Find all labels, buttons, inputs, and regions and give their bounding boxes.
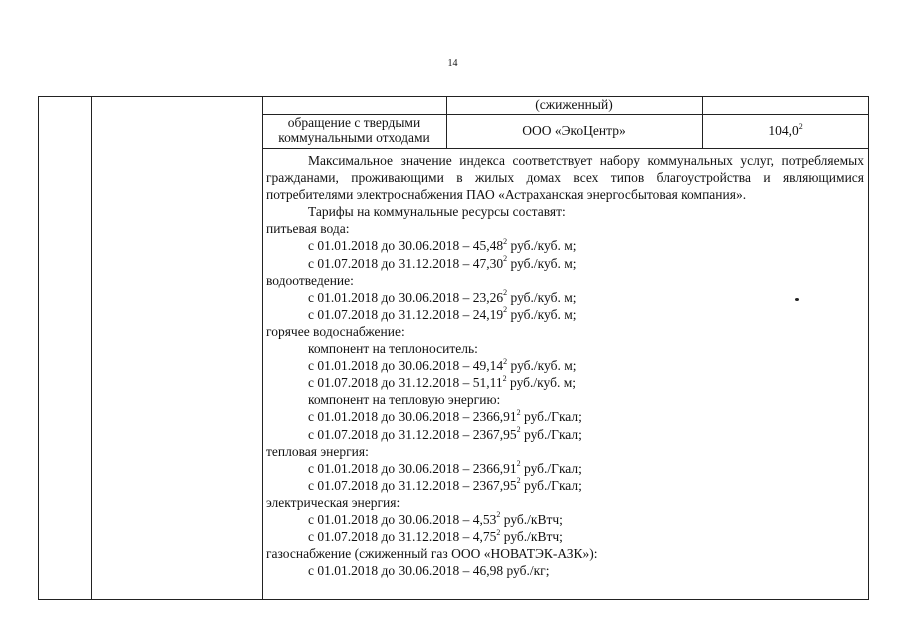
- tariff-line-text: тепловая энергия:: [266, 443, 369, 459]
- tariff-line-text: электрическая энергия:: [266, 494, 401, 510]
- service-name: обращение с твердыми коммунальными отходами: [278, 115, 430, 145]
- tariff-line: [266, 562, 864, 579]
- tariff-line: [266, 545, 864, 562]
- footnote-mark: 2: [502, 373, 507, 383]
- footnote-mark: 2: [516, 459, 521, 469]
- tariff-list: [266, 203, 864, 579]
- tariff-line: [266, 477, 864, 494]
- column-divider: [91, 96, 92, 600]
- footnote-mark: 2: [516, 407, 521, 417]
- tariff-line-text: с 01.01.2018 до 30.06.2018 – 2366,91: [308, 409, 517, 425]
- tariff-line: [266, 272, 864, 289]
- footnote-mark: 2: [516, 476, 521, 486]
- tariff-line-text: с 01.01.2018 до 30.06.2018 – 46,98 руб./кг;: [308, 563, 550, 579]
- tariff-line: [266, 443, 864, 460]
- tariff-line-text: с 01.07.2018 до 31.12.2018 – 2367,95: [308, 477, 517, 493]
- tariff-line: [266, 374, 864, 391]
- tariff-unit: руб./куб. м;: [507, 306, 577, 322]
- tariff-line: [266, 237, 864, 254]
- tariff-unit: руб./куб. м;: [507, 238, 577, 254]
- tariff-unit: руб./кВтч;: [500, 511, 563, 527]
- tariff-unit: руб./Гкал;: [520, 409, 582, 425]
- tariff-line: [266, 391, 864, 408]
- tariff-line: [266, 357, 864, 374]
- tariff-unit: руб./куб. м;: [507, 255, 577, 271]
- company-name: ООО «ЭкоЦентр»: [522, 123, 626, 138]
- tariff-line-text: с 01.07.2018 до 31.12.2018 – 51,11: [308, 375, 503, 391]
- tariff-line: [266, 494, 864, 511]
- tariff-line-text: с 01.07.2018 до 31.12.2018 – 24,19: [308, 306, 504, 322]
- tariff-line-text: питьевая вода:: [266, 221, 350, 237]
- index-number: 104,0: [768, 123, 799, 138]
- tariff-unit: руб./куб. м;: [506, 375, 576, 391]
- provider-table: [262, 96, 869, 149]
- footnote-mark: 2: [503, 305, 508, 315]
- tariff-line-text: с 01.07.2018 до 31.12.2018 – 2367,95: [308, 426, 517, 442]
- tariff-line: [266, 528, 864, 545]
- tariff-line-text: с 01.01.2018 до 30.06.2018 – 23,26: [308, 289, 504, 305]
- tariff-unit: руб./кВтч;: [500, 529, 563, 545]
- tariff-line: [266, 323, 864, 340]
- footnote-mark: 2: [496, 510, 501, 520]
- tariff-line-text: компонент на теплоноситель:: [308, 341, 478, 357]
- tariff-unit: руб./куб. м;: [507, 358, 577, 374]
- prev-row-fragment: (сжиженный): [535, 97, 613, 112]
- column-divider: [262, 96, 263, 600]
- tariff-line: [266, 255, 864, 272]
- tariff-line-text: с 01.01.2018 до 30.06.2018 – 4,53: [308, 511, 497, 527]
- scan-speck: [795, 298, 799, 301]
- tariff-unit: руб./Гкал;: [520, 477, 582, 493]
- tariff-line-text: с 01.07.2018 до 31.12.2018 – 47,30: [308, 255, 504, 271]
- tariff-line-text: компонент на тепловую энергию:: [308, 392, 501, 408]
- footnote-mark: 2: [798, 121, 803, 131]
- tariff-unit: руб./Гкал;: [520, 426, 582, 442]
- tariff-unit: руб./куб. м;: [507, 289, 577, 305]
- tariff-line: [266, 408, 864, 425]
- tariff-line-text: с 01.07.2018 до 31.12.2018 – 4,75: [308, 529, 497, 545]
- index-value: [702, 123, 869, 138]
- tariff-line: [266, 511, 864, 528]
- tariff-line: [266, 340, 864, 357]
- footnote-mark: 2: [503, 288, 508, 298]
- page-number: 14: [447, 58, 458, 69]
- tariff-line: [266, 203, 864, 220]
- footnote-mark: 2: [503, 236, 508, 246]
- intro-paragraph: Максимальное значение индекса соответствует набору коммунальных услуг, потребляемых гражданами, проживающими в жилых домах всех типов благоустройства и являющимися потребителями электроснабжения ПАО «Астраханская энергосбытовая компания».: [266, 153, 864, 203]
- tariff-line: [266, 306, 864, 323]
- tariff-line-text: газоснабжение (сжиженный газ ООО «НОВАТЭК-АЗК»):: [266, 546, 598, 562]
- tariff-line-text: с 01.01.2018 до 30.06.2018 – 45,48: [308, 238, 504, 254]
- tariff-unit: руб./Гкал;: [520, 460, 582, 476]
- tariff-line-text: водоотведение:: [266, 272, 354, 288]
- tariff-line-text: горячее водоснабжение:: [266, 323, 405, 339]
- footnote-mark: 2: [516, 425, 521, 434]
- tariff-line: [266, 426, 864, 443]
- tariff-line-text: с 01.01.2018 до 30.06.2018 – 2366,91: [308, 460, 517, 476]
- tariff-text: [266, 152, 864, 579]
- footnote-mark: 2: [503, 254, 508, 264]
- tariff-line-text: Тарифы на коммунальные ресурсы составят:: [308, 204, 566, 220]
- tariff-line: [266, 220, 864, 237]
- footnote-mark: 2: [496, 527, 501, 537]
- footnote-mark: 2: [503, 356, 508, 366]
- tariff-line-text: с 01.01.2018 до 30.06.2018 – 49,14: [308, 358, 504, 374]
- tariff-line: [266, 289, 864, 306]
- tariff-line: [266, 460, 864, 477]
